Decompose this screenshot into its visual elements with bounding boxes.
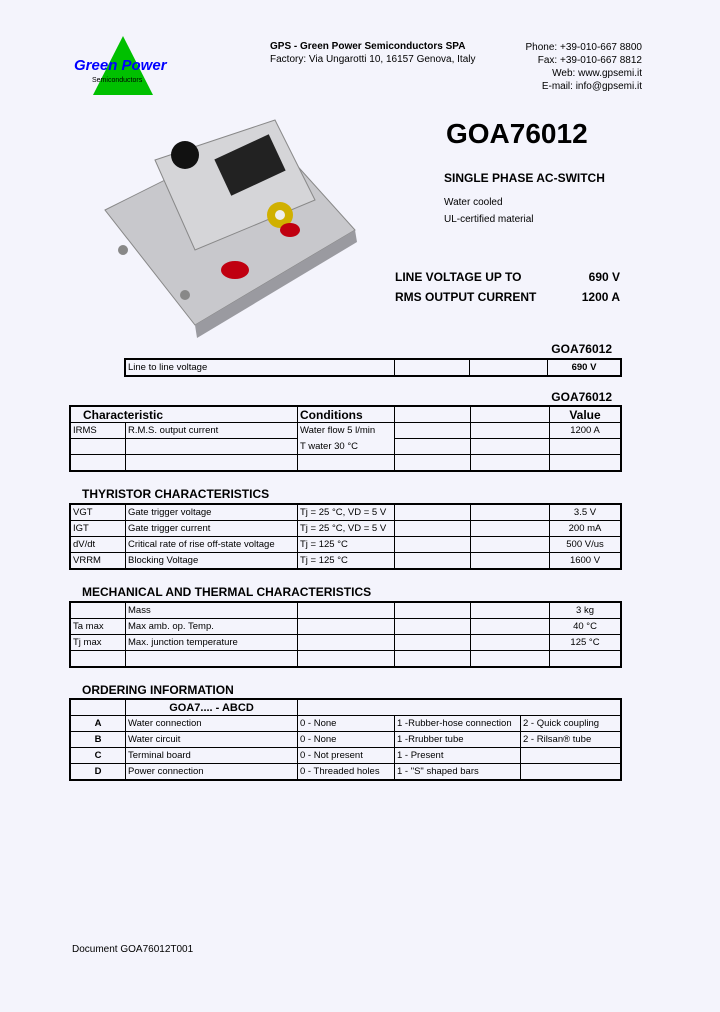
cell: Gate trigger voltage bbox=[126, 504, 298, 521]
contact-block bbox=[526, 41, 643, 93]
cell bbox=[126, 455, 298, 472]
cell bbox=[126, 439, 298, 455]
cell: Tj = 125 °C bbox=[298, 553, 395, 570]
cell: dV/dt bbox=[70, 537, 126, 553]
spec-value: 1200 A bbox=[581, 290, 620, 304]
cell: VGT bbox=[70, 504, 126, 521]
cell bbox=[395, 619, 471, 635]
cell bbox=[395, 537, 471, 553]
cell: 0 - Not present bbox=[298, 748, 395, 764]
cell bbox=[550, 439, 622, 455]
cell bbox=[521, 764, 622, 781]
cell bbox=[395, 521, 471, 537]
cell: 40 °C bbox=[550, 619, 622, 635]
cell bbox=[126, 651, 298, 668]
cell: 0 - None bbox=[298, 716, 395, 732]
ordering-table bbox=[69, 698, 622, 781]
spec-label: RMS OUTPUT CURRENT bbox=[395, 290, 537, 304]
cell bbox=[471, 635, 550, 651]
cell bbox=[471, 619, 550, 635]
web-link[interactable]: Web: www.gpsemi.it bbox=[552, 68, 642, 79]
cell: A bbox=[70, 716, 126, 732]
cell: Power connection bbox=[126, 764, 298, 781]
table-row bbox=[70, 602, 621, 619]
table-row bbox=[70, 504, 621, 521]
section-title: THYRISTOR CHARACTERISTICS bbox=[82, 487, 270, 501]
cell bbox=[471, 439, 550, 455]
cell bbox=[395, 635, 471, 651]
feature: UL-certified material bbox=[444, 214, 534, 225]
cell: 3.5 V bbox=[550, 504, 622, 521]
cell: Water flow 5 l/min bbox=[298, 423, 395, 439]
table-row bbox=[70, 537, 621, 553]
cell: B bbox=[70, 732, 126, 748]
cell: Gate trigger current bbox=[126, 521, 298, 537]
cell: Tj = 125 °C bbox=[298, 537, 395, 553]
cell: Mass bbox=[126, 602, 298, 619]
cell: D bbox=[70, 764, 126, 781]
table-row bbox=[70, 619, 621, 635]
cell: 3 kg bbox=[550, 602, 622, 619]
rating-table bbox=[69, 405, 622, 472]
logo-name: Green Power bbox=[74, 57, 167, 74]
cell: Water connection bbox=[126, 716, 298, 732]
cell bbox=[471, 651, 550, 668]
cell: Critical rate of rise off-state voltage bbox=[126, 537, 298, 553]
cell bbox=[471, 602, 550, 619]
cell bbox=[70, 602, 126, 619]
cell: Terminal board bbox=[126, 748, 298, 764]
cell: R.M.S. output current bbox=[126, 423, 298, 439]
email-link[interactable]: E-mail: info@gpsemi.it bbox=[541, 81, 642, 92]
ordering-code: GOA7.... - ABCD bbox=[126, 699, 298, 716]
section-title: ORDERING INFORMATION bbox=[82, 683, 234, 697]
cell: 125 °C bbox=[550, 635, 622, 651]
cell bbox=[471, 504, 550, 521]
cell bbox=[298, 619, 395, 635]
feature: Water cooled bbox=[444, 197, 503, 208]
cell bbox=[298, 651, 395, 668]
table-row bbox=[70, 635, 621, 651]
table-row bbox=[70, 521, 621, 537]
cell: 1200 A bbox=[550, 423, 622, 439]
mechanical-table bbox=[69, 601, 622, 668]
spec-value: 690 V bbox=[588, 270, 620, 284]
thyristor-table bbox=[69, 503, 622, 570]
cell bbox=[395, 439, 471, 455]
header-conditions: Conditions bbox=[298, 406, 395, 423]
cell bbox=[471, 406, 550, 423]
cell: Tj max bbox=[70, 635, 126, 651]
cell: VRRM bbox=[70, 553, 126, 570]
cell: IRMS bbox=[70, 423, 126, 439]
cell bbox=[471, 521, 550, 537]
table-row bbox=[70, 732, 621, 748]
cell: 1600 V bbox=[550, 553, 622, 570]
cell: Ta max bbox=[70, 619, 126, 635]
cell: 2 - Rilsan® tube bbox=[521, 732, 622, 748]
cell bbox=[395, 651, 471, 668]
cell: Max. junction temperature bbox=[126, 635, 298, 651]
cell: Water circuit bbox=[126, 732, 298, 748]
fax: Fax: +39-010-667 8812 bbox=[537, 55, 642, 66]
phone: Phone: +39-010-667 8800 bbox=[525, 42, 642, 53]
section-title: MECHANICAL AND THERMAL CHARACTERISTICS bbox=[82, 585, 372, 599]
cell bbox=[471, 553, 550, 570]
cell: 690 V bbox=[548, 359, 622, 376]
cell bbox=[470, 359, 548, 376]
cell: Blocking Voltage bbox=[126, 553, 298, 570]
cell: 200 mA bbox=[550, 521, 622, 537]
cell bbox=[70, 455, 126, 472]
product-code: GOA76012 bbox=[446, 118, 588, 149]
cell: 0 - None bbox=[298, 732, 395, 748]
cell bbox=[70, 699, 126, 716]
cell bbox=[298, 635, 395, 651]
product-image bbox=[85, 100, 380, 345]
cell bbox=[395, 504, 471, 521]
cell: Max amb. op. Temp. bbox=[126, 619, 298, 635]
cell bbox=[395, 455, 471, 472]
model-label: GOA76012 bbox=[551, 390, 612, 404]
header-value: Value bbox=[550, 406, 622, 423]
cell: IGT bbox=[70, 521, 126, 537]
cell bbox=[298, 602, 395, 619]
cell: C bbox=[70, 748, 126, 764]
cell: 500 V/us bbox=[550, 537, 622, 553]
cell bbox=[395, 602, 471, 619]
logo-subtitle: Semiconductors bbox=[92, 77, 143, 84]
cell: 1 - Present bbox=[395, 748, 521, 764]
cell bbox=[550, 455, 622, 472]
table-row bbox=[70, 553, 621, 570]
cell bbox=[298, 699, 622, 716]
cell bbox=[70, 651, 126, 668]
document-number: Document GOA76012T001 bbox=[72, 944, 194, 955]
cell bbox=[395, 406, 471, 423]
cell bbox=[471, 455, 550, 472]
table-row bbox=[70, 651, 621, 668]
cell bbox=[298, 455, 395, 472]
company-address: Factory: Via Ungarotti 10, 16157 Genova, Italy bbox=[270, 54, 476, 65]
cell bbox=[471, 537, 550, 553]
cell bbox=[70, 439, 126, 455]
table-row bbox=[70, 716, 621, 732]
spec-label: LINE VOLTAGE UP TO bbox=[395, 270, 522, 284]
cell bbox=[395, 553, 471, 570]
cell bbox=[521, 748, 622, 764]
cell bbox=[395, 423, 471, 439]
company-name: GPS - Green Power Semiconductors SPA bbox=[270, 41, 466, 52]
header-characteristic: Characteristic bbox=[70, 406, 298, 423]
cell: 2 - Quick coupling bbox=[521, 716, 622, 732]
table-row bbox=[70, 748, 621, 764]
cell: 1 - "S" shaped bars bbox=[395, 764, 521, 781]
cell: Line to line voltage bbox=[125, 359, 395, 376]
cell bbox=[550, 651, 622, 668]
table-row bbox=[70, 764, 621, 781]
cell: Tj = 25 °C, VD = 5 V bbox=[298, 504, 395, 521]
cell: 1 -Rubber-hose connection bbox=[395, 716, 521, 732]
model-label: GOA76012 bbox=[551, 342, 612, 356]
cell: T water 30 °C bbox=[298, 439, 395, 455]
line-voltage-table bbox=[124, 358, 622, 377]
cell bbox=[395, 359, 470, 376]
product-type: SINGLE PHASE AC-SWITCH bbox=[444, 171, 605, 185]
cell: 1 -Rrubber tube bbox=[395, 732, 521, 748]
cell bbox=[471, 423, 550, 439]
cell: 0 - Threaded holes bbox=[298, 764, 395, 781]
cell: Tj = 25 °C, VD = 5 V bbox=[298, 521, 395, 537]
